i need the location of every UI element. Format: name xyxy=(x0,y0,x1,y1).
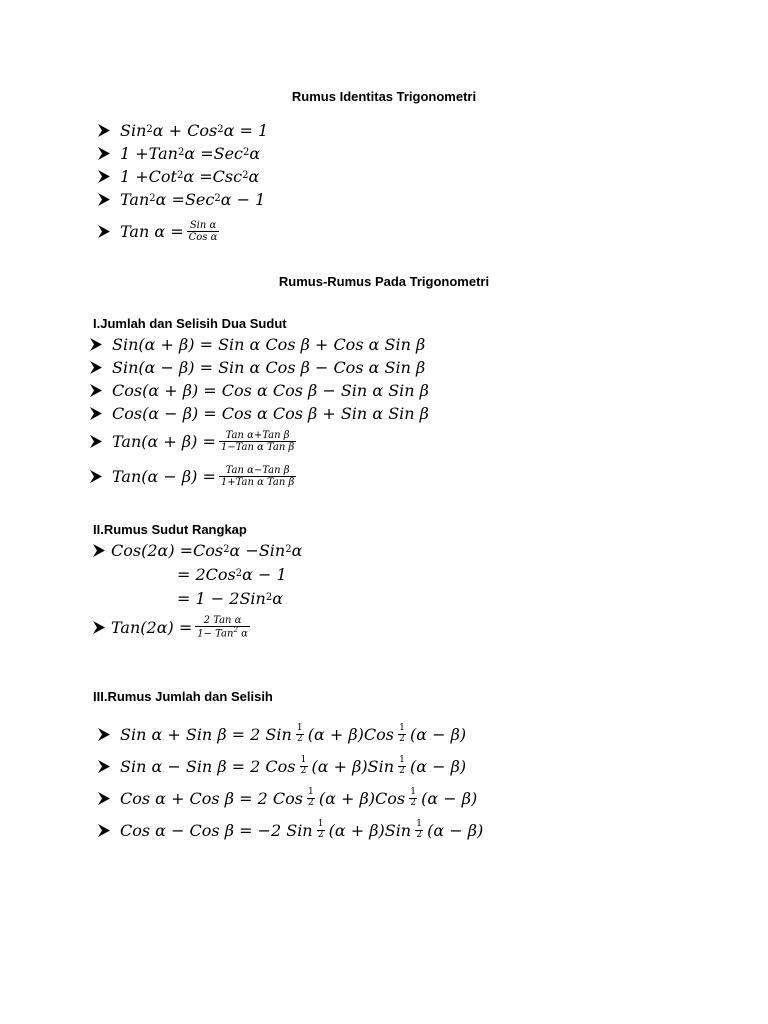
arrow-bullet-icon xyxy=(90,435,102,448)
tan2a-line: Tan(2α) = $\frac{\text{2 Tan α}}{1- Tan^2 \alpha}$ xyxy=(93,612,253,642)
section-3-heading: III.Rumus Jumlah dan Selisih xyxy=(93,689,273,704)
half-fraction: 1 2 xyxy=(399,723,405,744)
arrow-bullet-icon xyxy=(93,621,105,634)
half-fraction: 1 2 xyxy=(410,787,416,808)
half-fraction: 1 2 xyxy=(300,755,307,776)
cos2a-line: Cos(2α) = Cos 2 α − Sin 2 α xyxy=(93,539,302,561)
identity-3: 1 + Cot 2 α = Csc 2 α xyxy=(98,165,259,187)
fraction: $\frac{\text{2 Tan α}}{1- Tan^2 \alpha}$ xyxy=(197,614,248,640)
arrow-bullet-icon xyxy=(98,728,110,741)
cos2a-cont-2: = 1 − 2 Sin 2 α xyxy=(177,588,284,608)
arrow-bullet-icon xyxy=(98,170,110,183)
sum-diff-line-3: Cos(α + β) = Cos α Cos β − Sin α Sin β xyxy=(90,379,429,401)
identity-4: Tan 2 α = Sec 2 α − 1 xyxy=(98,188,265,210)
arrow-bullet-icon xyxy=(98,225,110,238)
fraction: $\frac{\text{Tan α−Tan β}}{\text{1+Tan α Tan β}}$ xyxy=(220,464,295,488)
arrow-bullet-icon xyxy=(90,384,102,397)
arrow-bullet-icon xyxy=(98,760,110,773)
arrow-bullet-icon xyxy=(98,147,110,160)
section-2-heading: II.Rumus Sudut Rangkap xyxy=(93,522,247,537)
sum-to-product-line-2: Sin α − Sin β = 2 Cos 1 2 (α + β)Sin 1 2 (α − β) xyxy=(98,752,466,780)
arrow-bullet-icon xyxy=(90,361,102,374)
tan-diff-line: Tan(α − β) = $\frac{\text{Tan α−Tan β}}{\text{1+Tan α Tan β}}$ xyxy=(90,461,299,491)
tan-sum-line: Tan(α + β) = $\frac{\text{Tan α+Tan β}}{\text{1−Tan α Tan β}}$ xyxy=(90,426,299,456)
section-1-heading: I.Jumlah dan Selisih Dua Sudut xyxy=(93,316,287,331)
sum-to-product-line-3: Cos α + Cos β = 2 Cos 1 2 (α + β)Cos 1 2 (α − β) xyxy=(98,784,477,812)
arrow-bullet-icon xyxy=(98,124,110,137)
sum-diff-line-4: Cos(α − β) = Cos α Cos β + Sin α Sin β xyxy=(90,402,429,424)
arrow-bullet-icon xyxy=(93,544,105,557)
fraction: $\frac{\text{Sin α}}{\text{Cos α}}$ xyxy=(188,219,218,243)
sum-to-product-line-1: Sin α + Sin β = 2 Sin 1 2 (α + β)Cos 1 2 (α − β) xyxy=(98,720,466,748)
arrow-bullet-icon xyxy=(90,470,102,483)
half-fraction: 1 2 xyxy=(317,819,324,840)
fraction: $\frac{\text{Tan α+Tan β}}{\text{1−Tan α Tan β}}$ xyxy=(220,429,295,453)
identity-1: Sin 2 α + Cos 2 α = 1 xyxy=(98,119,268,141)
arrow-bullet-icon xyxy=(90,338,102,351)
half-fraction: 1 2 xyxy=(308,787,314,808)
half-fraction: 1 2 xyxy=(399,755,405,776)
cos2a-cont-1: = 2 Cos 2 α − 1 xyxy=(177,564,287,584)
arrow-bullet-icon xyxy=(98,193,110,206)
sum-diff-line-2: Sin(α − β) = Sin α Cos β − Cos α Sin β xyxy=(90,356,425,378)
identity-2: 1 + Tan 2 α = Sec 2 α xyxy=(98,142,260,164)
half-fraction: 1 2 xyxy=(416,819,422,840)
arrow-bullet-icon xyxy=(98,824,110,837)
arrow-bullet-icon xyxy=(98,792,110,805)
title-identities: Rumus Identitas Trigonometri xyxy=(291,89,477,104)
title-formulas: Rumus-Rumus Pada Trigonometri xyxy=(278,274,490,289)
half-fraction: 1 2 xyxy=(296,723,303,744)
sum-to-product-line-4: Cos α − Cos β = −2 Sin 1 2 (α + β)Sin 1 2 (α − β) xyxy=(98,816,483,844)
identity-tan: Tan α = $\frac{\text{Sin α}}{\text{Cos α}}$ xyxy=(98,216,222,246)
arrow-bullet-icon xyxy=(90,407,102,420)
sum-diff-line-1: Sin(α + β) = Sin α Cos β + Cos α Sin β xyxy=(90,333,425,355)
